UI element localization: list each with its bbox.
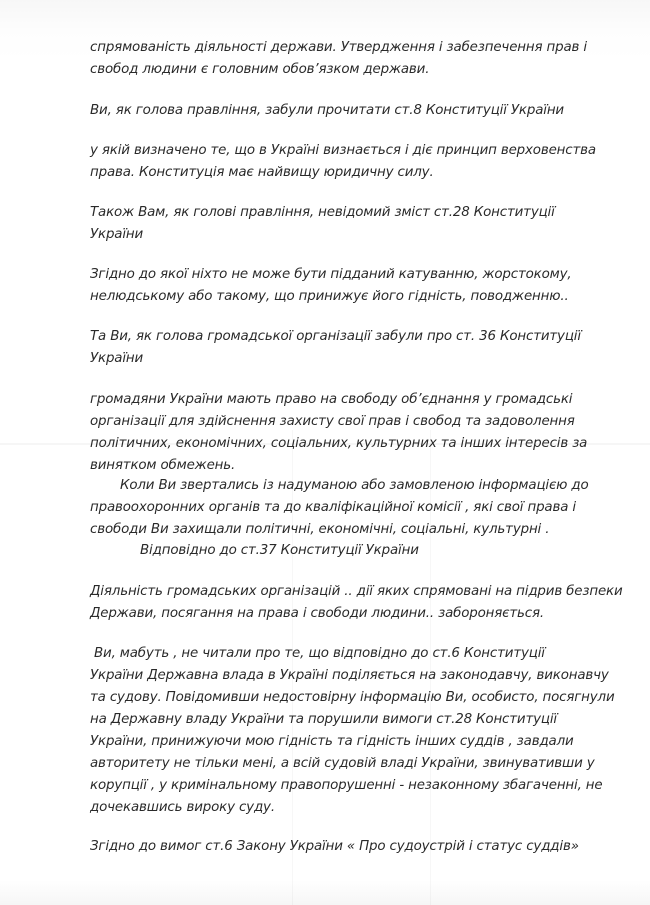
text-line: свобод людини є головним обов’язком держави. [90,62,430,77]
text-line: корупції , у кримінальному правопорушенні - незаконному збагаченні, не [90,778,603,793]
text-line: Та Ви, як голова громадської організації забули про ст. 36 Конституції [90,329,581,344]
text-line: нелюдському або такому, що принижує його гідність, поводженню.. [90,289,569,304]
text-line: України, принижуючи мою гідність та гідність інших суддів , завдали [90,734,574,749]
text-line: на Державну владу України та порушили вимоги ст.28 Конституції [90,712,558,727]
text-line: дочекавшись вироку суду. [90,800,275,815]
text-line: України [90,351,144,366]
text-line: права. Конституція має найвищу юридичну силу. [90,165,434,180]
text-line: Ви, мабуть , не читали про те, що відповідно до ст.6 Конституції [94,646,545,661]
text-line: Згідно до якої ніхто не може бути підданий катуванню, жорстокому, [90,267,572,282]
text-line: та судову. Повідомивши недостовірну інформацію Ви, особисто, посягнули [90,690,615,705]
text-line: правоохоронних органів та до кваліфікаційної комісії , які свої права і [90,500,576,515]
text-line: Ви, як голова правління, забули прочитати ст.8 Конституції України [90,103,564,118]
text-line: України [90,227,144,242]
text-line: громадяни України мають право на свободу об’єднання у громадські [90,392,573,407]
text-line: організації для здійснення захисту свої прав і свобод та задоволення [90,414,575,429]
text-line: у якій визначено те, що в Україні визнається і діє принцип верховенства [90,143,596,158]
text-line: Відповідно до ст.37 Конституції України [140,543,419,558]
text-line: Коли Ви звертались із надуманою або замовленою інформацією до [120,478,589,493]
text-line: Держави, посягання на права і свободи людини.. забороняється. [90,606,544,621]
text-line: Згідно до вимог ст.6 Закону України « Про судоустрій і статус суддів» [90,839,579,854]
text-line: політичних, економічних, соціальних, культурних та інших інтересів за [90,436,588,451]
text-line: свободи Ви захищали політичні, економічні, соціальні, культурні . [90,522,550,537]
text-line: авторитету не тільки мені, а всій судовій владі України, звинувативши у [90,756,595,771]
text-line: винятком обмежень. [90,458,236,473]
text-line: спрямованість діяльності держави. Утвердження і забезпечення прав і [90,40,587,55]
text-line: Діяльність громадських організацій .. дії яких спрямовані на підрив безпеки [90,584,623,599]
text-line: України Державна влада в Україні поділяється на законодавчу, виконавчу [90,668,609,683]
text-line: Також Вам, як голові правління, невідомий зміст ст.28 Конституції [90,205,555,220]
